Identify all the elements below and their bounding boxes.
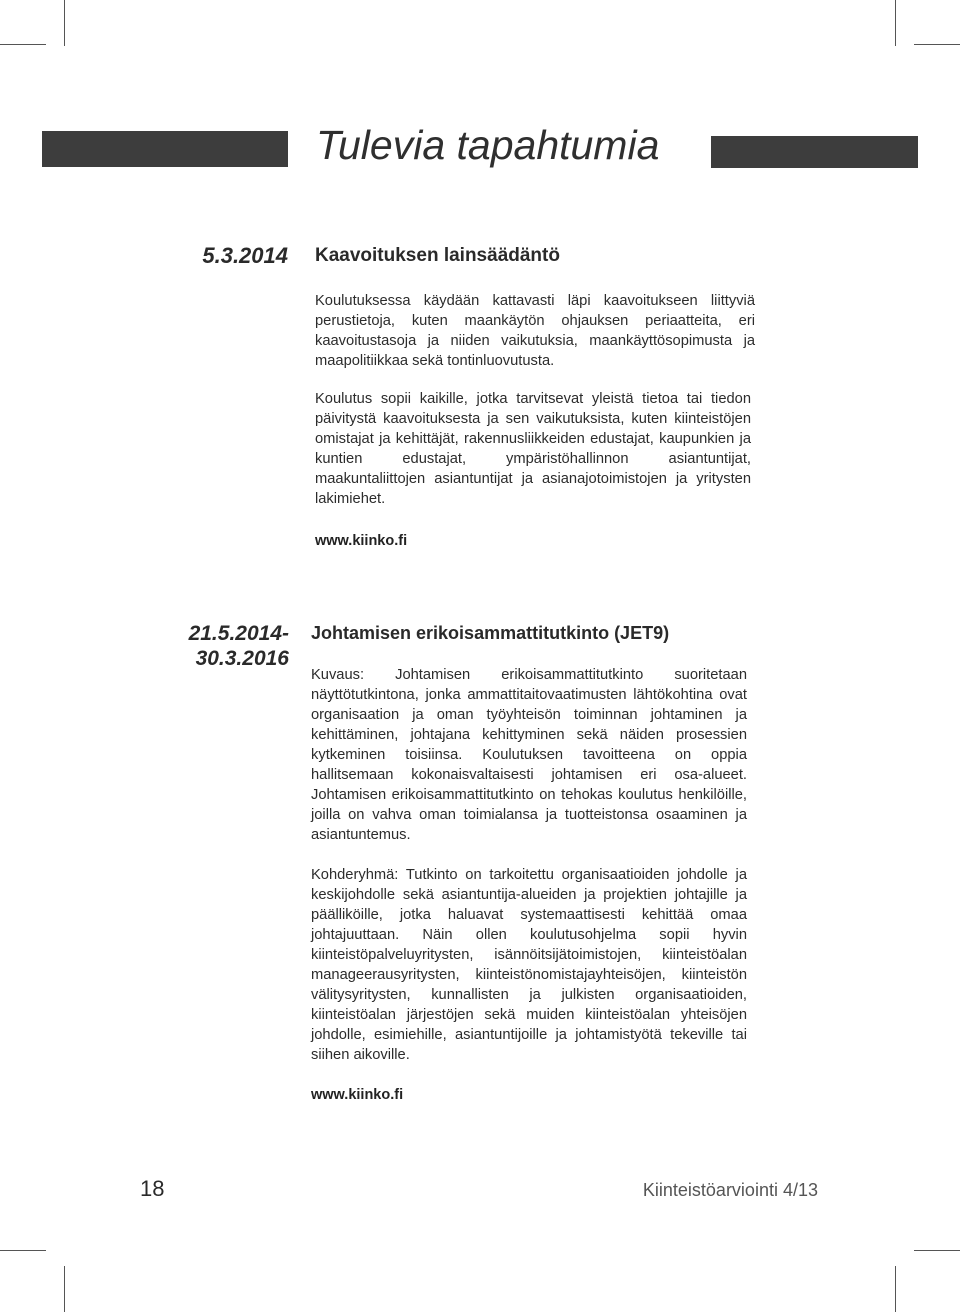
event-date-end: 30.3.2016 <box>195 647 289 670</box>
crop-mark <box>895 1266 896 1312</box>
event-description: Kuvaus: Johtamisen erikoisammattitutkinto suoritetaan näyttötutkintona, jonka ammattitaitovaatimusten lähtökohtina ovat organisaation ja oman työyhteisön toiminnan johtaminen ja kehittäminen, johtajana kehittyminen sekä näiden prosessien kytkeminen toisiinsa. Koulutuksen tavoitteena on oppia hallitsemaan kokonaisvaltaisesti johtamisen eri osa-alueet. Johtamisen erikoisammattitutkinto on tehokas koulutus henkilöille, joilla on vahva oman toimialansa ja tuotteistonsa osaaminen ja asiantuntemus. <box>311 667 747 843</box>
event-link[interactable]: www.kiinko.fi <box>311 1087 404 1103</box>
event-audience: Kohderyhmä: Tutkinto on tarkoitettu organisaatioiden johdolle ja keskijohdolle sekä asiantuntija-alueiden ja projektien johtajille ja päälliköille, jotka haluavat systemaattisesti kehittää omaa johtajuuttaan. Näin ollen koulutusohjelma sopii hyvin kiinteistöpalveluyritysten, isännöitsijätoimistojen, kiinteistöalan manageerausyritysten, kiinteistönomistajayhteisöjen, kiinteistön välitysyritysten, kunnallisten ja julkisten organisaatioiden, kiinteistöalan järjestöjen sekä muiden kiinteistöalan yhteisöjen johdolle, esimiehille, asiantuntijoille ja johtamistyötä tekeville tai siihen aikoville. <box>311 867 747 1063</box>
page-number: 18 <box>140 1176 165 1201</box>
event-date-range <box>150 621 289 671</box>
publication-label: Kiinteistöarviointi 4/13 <box>642 1180 818 1200</box>
crop-mark <box>64 1266 65 1312</box>
crop-mark <box>0 1250 46 1251</box>
crop-mark <box>64 0 65 46</box>
event-title: Johtamisen erikoisammattitutkinto (JET9) <box>311 623 670 643</box>
event-date: 5.3.2014 <box>202 243 288 268</box>
crop-mark <box>895 0 896 46</box>
event-date-start: 21.5.2014- <box>188 622 289 645</box>
crop-mark <box>914 1250 960 1251</box>
event-description: Koulutuksessa käydään kattavasti läpi kaavoitukseen liittyviä perustietoja, kuten maankäytön ohjauksen periaatteita, eri kaavoitustasoja ja niiden vaikutuksia, maankäyttösopimusta ja maapolitiikkaa sekä tontinluovutusta. <box>315 293 755 369</box>
event-link[interactable]: www.kiinko.fi <box>315 533 408 549</box>
event-title: Kaavoituksen lainsäädäntö <box>315 245 560 266</box>
page-title: Tulevia tapahtumia <box>316 122 660 168</box>
crop-mark <box>914 44 960 45</box>
crop-mark <box>0 44 46 45</box>
title-bar-right <box>711 136 918 168</box>
event-audience: Koulutus sopii kaikille, jotka tarvitsevat yleistä tietoa tai tiedon päivitystä kaavoituksesta ja sen vaikutuksista, kuten kiinteistöjen omistajat ja kehittäjät, rakennusliikkeiden edustajat, kaupunkien ja kuntien edustajat, ympäristöhallinnon asiantuntijat, maakuntaliittojen asiantuntijat ja asianajotoimistojen ja yritysten lakimiehet. <box>315 391 751 507</box>
title-bar-left <box>42 131 288 167</box>
